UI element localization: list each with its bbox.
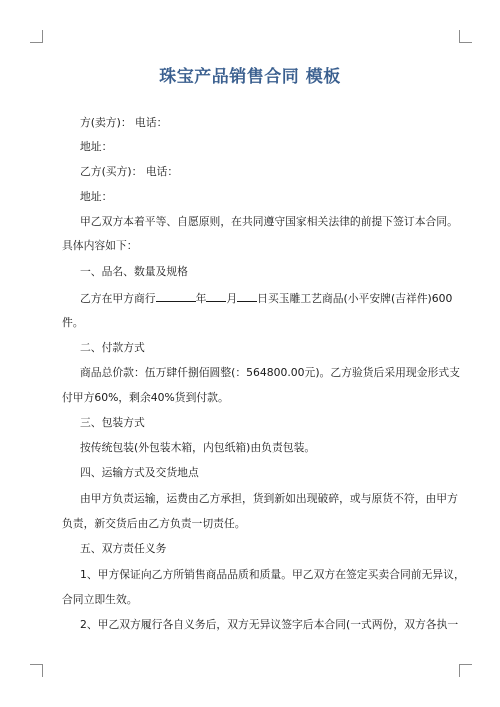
transport-line-2: 负责，新交货后由乙方负责一切责任。	[62, 517, 246, 530]
obligation-1-line-2: 合同立即生效。	[62, 593, 138, 606]
purchase-month: 月	[226, 292, 238, 305]
seller-address-line: 地址：	[80, 140, 113, 153]
purchase-line-continued: 件。	[62, 316, 84, 329]
buyer-address-line: 地址：	[80, 190, 113, 203]
section-heading-3: 三、包装方式	[80, 416, 145, 429]
crop-mark-bottom-right	[459, 664, 472, 677]
purchase-suffix: 日买玉雕工艺商品(小平安牌(吉祥件)600	[257, 292, 453, 305]
packaging-line: 按传统包装(外包装木箱，内包纸箱)由负责包装。	[80, 441, 316, 454]
payment-line-2: 付甲方60%，剩余40%货到付款。	[62, 391, 229, 404]
blank-field-date	[156, 290, 196, 302]
purchase-prefix: 乙方在甲方商行	[80, 292, 156, 305]
section-heading-1: 一、品名、数量及规格	[80, 265, 188, 278]
payment-line-1: 商品总价款：伍万肆仟捌佰圆整(：564800.00元)。乙方验货后采用现金形式支	[80, 366, 460, 379]
document-title: 珠宝产品销售合同 模板	[159, 67, 341, 87]
seller-line: 方(卖方)： 电话：	[80, 116, 168, 129]
crop-mark-top-right	[459, 30, 472, 43]
crop-mark-bottom-left	[30, 664, 43, 677]
section-heading-5: 五、双方责任义务	[80, 542, 167, 555]
intro-paragraph-line-1: 甲乙双方本着平等、自愿原则，在共同遵守国家相关法律的前提下签订本合同。	[80, 215, 458, 228]
obligation-2-line-1: 2、甲乙双方履行各自义务后，双方无异议签字后本合同(一式两份，双方各执一	[80, 618, 459, 631]
purchase-year: 年	[195, 292, 207, 305]
transport-line-1: 由甲方负责运输，运费由乙方承担，货到新如出现破碎，或与原货不符，由甲方	[80, 492, 458, 505]
purchase-line	[80, 290, 452, 306]
section-heading-2: 二、付款方式	[80, 341, 145, 354]
blank-field-month	[206, 290, 226, 302]
crop-mark-top-left	[30, 30, 43, 43]
section-heading-4: 四、运输方式及交货地点	[80, 466, 199, 479]
buyer-line: 乙方(买方)： 电话：	[80, 165, 179, 178]
intro-paragraph-line-2: 具体内容如下：	[62, 239, 138, 252]
obligation-1-line-1: 1、甲方保证向乙方所销售商品品质和质量。甲乙双方在签定买卖合同前无异议，	[80, 568, 465, 581]
blank-field-day	[237, 290, 257, 302]
